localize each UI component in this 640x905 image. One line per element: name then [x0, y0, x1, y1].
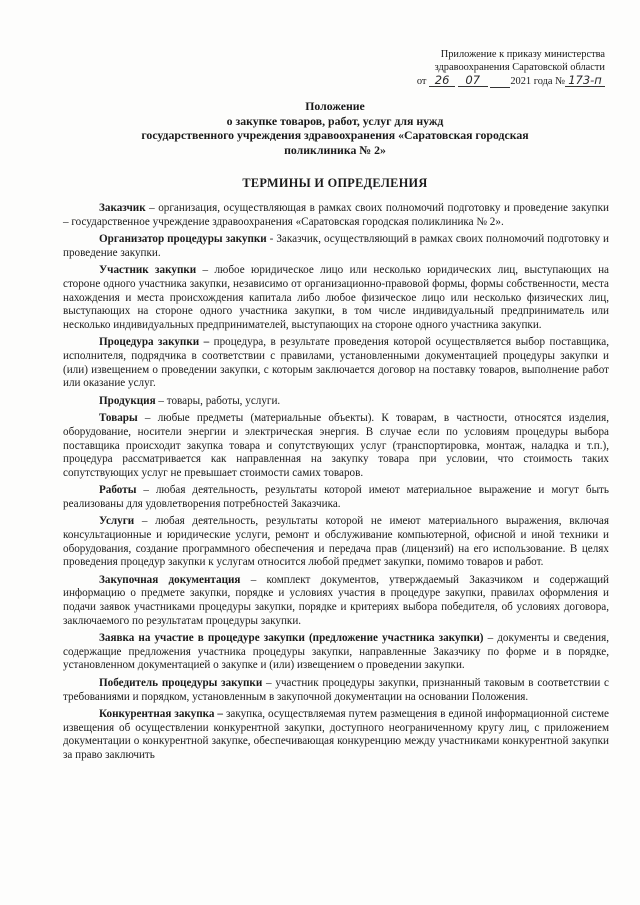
definition-text: – комплект документов, утверждаемый Заказчиком и содержащий информацию о предмете закупки, порядке и условиях участия в процедуре закупки, правилах оформления и подачи заявок участниками процедуры закупки, порядке и критериях выбора победителя, об условиях договора, заключаемого по результатам процедуры закупки. [63, 573, 609, 627]
definition-text: – организация, осуществляющая в рамках своих полномочий подготовку и проведение закупки – государственное учреждение здравоохранения «Саратовская городская поликлиника № 2». [63, 202, 609, 228]
definition-paragraph [63, 632, 609, 673]
definition-term: Процедура закупки – [99, 336, 210, 349]
definition-paragraph [63, 202, 609, 229]
definition-term: Организатор процедуры закупки [99, 233, 267, 246]
definition-term: Закупочная документация [99, 573, 241, 586]
appendix-date-line [400, 72, 605, 88]
definition-term: Услуги [99, 515, 135, 528]
definition-text: – любая деятельность, результаты которой имеют материальное выражение и могут быть реализованы для удовлетворения потребностей Заказчика. [63, 484, 609, 510]
definition-paragraph [63, 395, 609, 409]
definition-paragraph [63, 708, 609, 762]
appendix-day: 26 [429, 75, 455, 87]
definition-term: Продукция [99, 394, 156, 407]
definition-text: - Заказчик, осуществляющий в рамках своих полномочий подготовку и проведение закупки. [63, 233, 609, 259]
definition-paragraph [63, 264, 609, 332]
appendix-line-1: Приложение к приказу министерства [440, 49, 605, 60]
title-line-2: о закупке товаров, работ, услуг для нужд [226, 113, 444, 128]
definitions-body [63, 202, 609, 767]
definition-text: – любая деятельность, результаты которой не имеют материального выражения, включая консультационные и юридические услуги, ремонт и обслуживание компьютерной, офисной и иной техники и оборудования, создание программного обеспечения и передача прав (лицензий) на его использование. В целях проведения процедур закупки к услугам относится любой предмет закупки, помимо товаров и работ. [63, 515, 609, 569]
appendix-number: 173-п [565, 75, 605, 87]
appendix-month: 07 [458, 75, 488, 87]
definition-text: – документы и сведения, содержащие предложения участника процедуры закупки, направленные Заказчику по форме и в порядке, установленном документацией о закупке и (или) извещением о проведении закупки. [63, 632, 609, 672]
definition-text: закупка, осуществляемая путем размещения в единой информационной системе извещения об осуществлении конкурентной закупки, доступного неограниченному кругу лиц, с приложением документации о конкурентной закупке, обеспечивающая конкуренцию между участниками конкурентной закупки за право заключить [63, 708, 609, 761]
definition-term: Заявка на участие в процедуре закупки (предложение участника закупки) [99, 632, 484, 645]
definition-term: Победитель процедуры закупки [99, 677, 263, 689]
definition-term: Работы [99, 484, 137, 497]
definition-text: – любое юридическое лицо или несколько юридических лиц, выступающих на стороне одного участника закупки, независимо от организационно-правовой формы, формы собственности, места нахождения и места происхождения капитала либо любое физическое лицо или несколько физических лиц, выступающих на стороне одного участника закупки, в том числе индивидуальный предприниматель или несколько индивидуальных предпринимателей, выступающих на стороне одного участника закупки. [63, 264, 609, 331]
definition-paragraph [63, 515, 609, 569]
definition-term: Конкурентная закупка – [99, 708, 224, 721]
appendix-note [400, 48, 605, 88]
title-line-4: поликлиника № 2» [284, 142, 386, 157]
definition-text: – товары, работы, услуги. [155, 394, 281, 407]
definition-text: – участник процедуры закупки, признанный таковым в соответствии с требованиями и порядком, установленным в закупочной документации на основании Положения. [63, 677, 610, 703]
definition-paragraph [63, 412, 609, 480]
definition-text: – любые предметы (материальные объекты). К товарам, в частности, относятся изделия, оборудование, носители энергии и электрическая энергия. В случае если по условиям процедуры выбора поставщика происходит закупка товара и сопутствующих услуг (транспортировка, монтаж, наладка и т.п.), процедура рассматривается как направленная на закупку товара при условии, что стоимость таких сопутствующих услуг не превышает стоимости самих товаров. [63, 412, 609, 479]
definition-paragraph [63, 233, 609, 260]
definition-paragraph [63, 484, 609, 511]
appendix-from: от [416, 75, 427, 87]
definition-term: Участник закупки [99, 264, 197, 277]
appendix-line-2: здравоохранения Саратовской области [434, 62, 605, 74]
title-line-3: государственного учреждения здравоохранения «Саратовская городская [141, 128, 529, 143]
section-heading: ТЕРМИНЫ И ОПРЕДЕЛЕНИЯ [242, 176, 428, 190]
appendix-blank [490, 76, 510, 88]
document-title [100, 99, 570, 157]
definition-text: процедура, в результате проведения которой осуществляется выбор поставщика, исполнителя, подрядчика в соответствии с правилами, установленными документацией процедуры закупки и (или) извещением о проведении закупки, с которым заключается договор на поставку товаров, выполнение работ или оказание услуг. [63, 336, 609, 390]
definition-paragraph [63, 574, 609, 628]
title-line-1: Положение [305, 99, 365, 113]
appendix-year: 2021 года № [510, 75, 565, 87]
definition-paragraph [63, 677, 609, 704]
definition-paragraph [63, 336, 609, 390]
definition-term: Товары [99, 412, 138, 425]
definition-term: Заказчик [99, 202, 146, 214]
